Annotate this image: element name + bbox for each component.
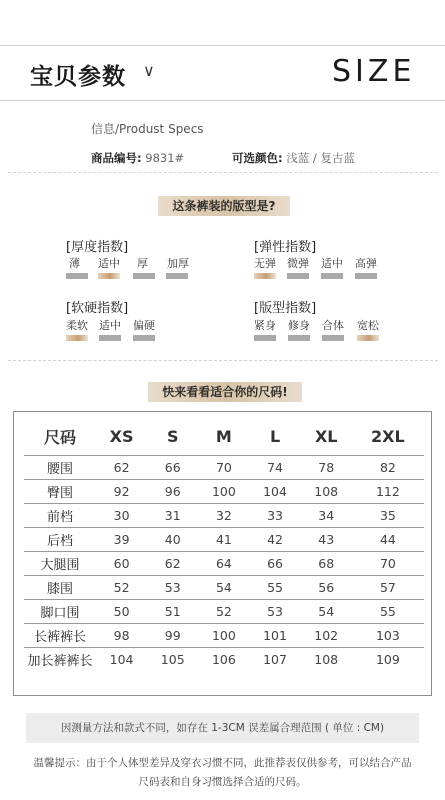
table-cell: 108	[314, 652, 339, 667]
row-label: 大腿围	[24, 552, 96, 576]
softness-option: 偏硬	[133, 319, 155, 332]
table-cell: 103	[352, 624, 424, 648]
table-cell: 108	[301, 480, 352, 504]
table-row	[24, 480, 424, 504]
elasticity-bar	[355, 273, 377, 279]
silhouette-bar-selected	[357, 335, 379, 341]
table-header-cell: S	[147, 418, 198, 456]
tip-line-2: 尺码表和自身习惯选择合适的尺码。	[138, 776, 307, 788]
silhouette-option: 合体	[322, 319, 344, 332]
dashed-divider	[8, 172, 438, 173]
top-divider	[0, 45, 445, 46]
table-cell: 66	[147, 456, 198, 480]
row-label: 臀围	[24, 480, 96, 504]
row-label: 后档	[24, 528, 96, 552]
table-cell: 74	[249, 456, 300, 480]
table-cell: 96	[147, 480, 198, 504]
top-spacer	[0, 0, 445, 45]
row-label: 脚口围	[24, 600, 96, 624]
row-label: 膝围	[24, 576, 96, 600]
row-label: 长裤裤长	[24, 624, 96, 648]
elasticity-bar	[321, 273, 343, 279]
elasticity-option: 高弹	[355, 257, 377, 270]
table-cell: 66	[249, 552, 300, 576]
table-row	[24, 576, 424, 600]
table-cell: 82	[352, 456, 424, 480]
table-cell: 50	[96, 600, 147, 624]
color-options-value: 浅蓝 / 复古蓝	[286, 151, 355, 165]
table-header-cell: L	[249, 418, 300, 456]
table-cell: 62	[96, 456, 147, 480]
dashed-divider	[8, 360, 438, 361]
table-cell: 42	[249, 528, 300, 552]
title-divider	[0, 100, 445, 101]
elasticity-title: [弹性指数]	[254, 240, 317, 255]
table-cell: 70	[198, 456, 249, 480]
softness-bar	[99, 335, 121, 341]
table-cell: 52	[198, 600, 249, 624]
table-cell: 98	[96, 624, 147, 648]
softness-bar-selected	[66, 335, 88, 341]
table-cell: 35	[352, 504, 424, 528]
table-cell: 31	[147, 504, 198, 528]
table-header-cell: XL	[301, 418, 352, 456]
table-cell: 32	[198, 504, 249, 528]
table-cell: 52	[96, 576, 147, 600]
table-cell: 107	[263, 652, 287, 667]
elasticity-option: 微弹	[287, 257, 309, 270]
table-row	[24, 456, 424, 480]
table-cell: 104	[109, 652, 134, 667]
size-table	[24, 418, 424, 671]
table-cell: 53	[147, 576, 198, 600]
silhouette-option: 紧身	[254, 319, 276, 332]
table-cell: 44	[352, 528, 424, 552]
size-heading: SIZE	[332, 54, 416, 89]
softness-title: [软硬指数]	[66, 301, 129, 316]
table-header-cell: 2XL	[352, 418, 424, 456]
softness-option: 柔软	[66, 319, 88, 332]
elasticity-option: 无弹	[254, 257, 276, 270]
silhouette-bar	[322, 335, 344, 341]
table-cell: 56	[301, 576, 352, 600]
silhouette-option: 修身	[288, 319, 310, 332]
item-number-value: 9831#	[145, 151, 185, 165]
table-cell: 100	[198, 480, 249, 504]
table-cell: 64	[198, 552, 249, 576]
tip-line-1: 温馨提示：由于个人体型差异及穿衣习惯不同，此推荐表仅供参考，可以结合产品	[33, 757, 412, 769]
table-cell: 39	[96, 528, 147, 552]
elasticity-bar-selected	[254, 273, 276, 279]
table-cell: 43	[301, 528, 352, 552]
silhouette-bar	[288, 335, 310, 341]
fit-banner: 这条裤装的版型是?	[158, 196, 290, 216]
table-header-cell: XS	[96, 418, 147, 456]
softness-option: 适中	[99, 319, 121, 332]
color-options-label: 可选颜色:	[232, 151, 283, 165]
table-header-cell: 尺码	[24, 418, 96, 456]
table-cell: 30	[96, 504, 147, 528]
silhouette-title: [版型指数]	[254, 301, 317, 316]
table-cell: 70	[352, 552, 424, 576]
table-header-cell: M	[198, 418, 249, 456]
table-cell: 41	[198, 528, 249, 552]
row-label: 前档	[24, 504, 96, 528]
table-cell: 100	[198, 624, 249, 648]
table-cell: 57	[352, 576, 424, 600]
thickness-bar	[66, 273, 88, 279]
table-cell: 112	[352, 480, 424, 504]
thickness-bar	[166, 273, 188, 279]
table-row	[24, 528, 424, 552]
table-cell: 53	[249, 600, 300, 624]
table-row	[24, 624, 424, 648]
thickness-option: 加厚	[167, 257, 189, 270]
item-number-label: 商品编号:	[91, 151, 142, 165]
elasticity-option: 适中	[321, 257, 343, 270]
table-cell: 62	[147, 552, 198, 576]
table-row	[24, 504, 424, 528]
table-cell: 101	[249, 624, 300, 648]
color-options	[232, 150, 355, 166]
table-cell: 99	[147, 624, 198, 648]
thickness-option: 薄	[69, 257, 80, 270]
elasticity-bar	[287, 273, 309, 279]
row-label: 腰围	[24, 456, 96, 480]
softness-bar	[133, 335, 155, 341]
table-cell: 60	[96, 552, 147, 576]
table-cell: 78	[301, 456, 352, 480]
thickness-bar	[133, 273, 155, 279]
page-title: 宝贝参数	[30, 64, 126, 90]
table-cell: 68	[301, 552, 352, 576]
table-cell: 54	[198, 576, 249, 600]
measurement-note: 因测量方法和款式不同，如存在 1-3CM 误差属合理范围 ( 单位 : CM)	[26, 713, 419, 743]
silhouette-option: 宽松	[357, 319, 379, 332]
item-number	[91, 150, 184, 166]
thickness-option: 厚	[137, 257, 148, 270]
table-row	[24, 552, 424, 576]
table-cell: 92	[96, 480, 147, 504]
table-cell: 33	[249, 504, 300, 528]
chevron-down-icon[interactable]: ∨	[143, 61, 155, 80]
table-cell: 109	[375, 652, 400, 667]
table-cell: 54	[301, 600, 352, 624]
table-cell: 104	[249, 480, 300, 504]
size-banner: 快来看看适合你的尺码!	[148, 382, 302, 402]
table-cell: 55	[352, 600, 424, 624]
table-row	[24, 600, 424, 624]
table-cell: 55	[249, 576, 300, 600]
table-cell: 34	[301, 504, 352, 528]
thickness-bar-selected	[98, 273, 120, 279]
thickness-title: [厚度指数]	[66, 240, 129, 255]
specs-label: 信息/Produst Specs	[91, 122, 204, 136]
table-header-row	[24, 418, 424, 456]
table-cell: 40	[147, 528, 198, 552]
table-cell: 105	[160, 652, 185, 667]
row-label: 加长裤裤长	[27, 654, 93, 669]
table-cell: 102	[301, 624, 352, 648]
silhouette-bar	[254, 335, 276, 341]
thickness-option: 适中	[98, 257, 120, 270]
table-cell: 106	[211, 652, 236, 667]
table-row	[24, 648, 424, 672]
table-cell: 51	[147, 600, 198, 624]
